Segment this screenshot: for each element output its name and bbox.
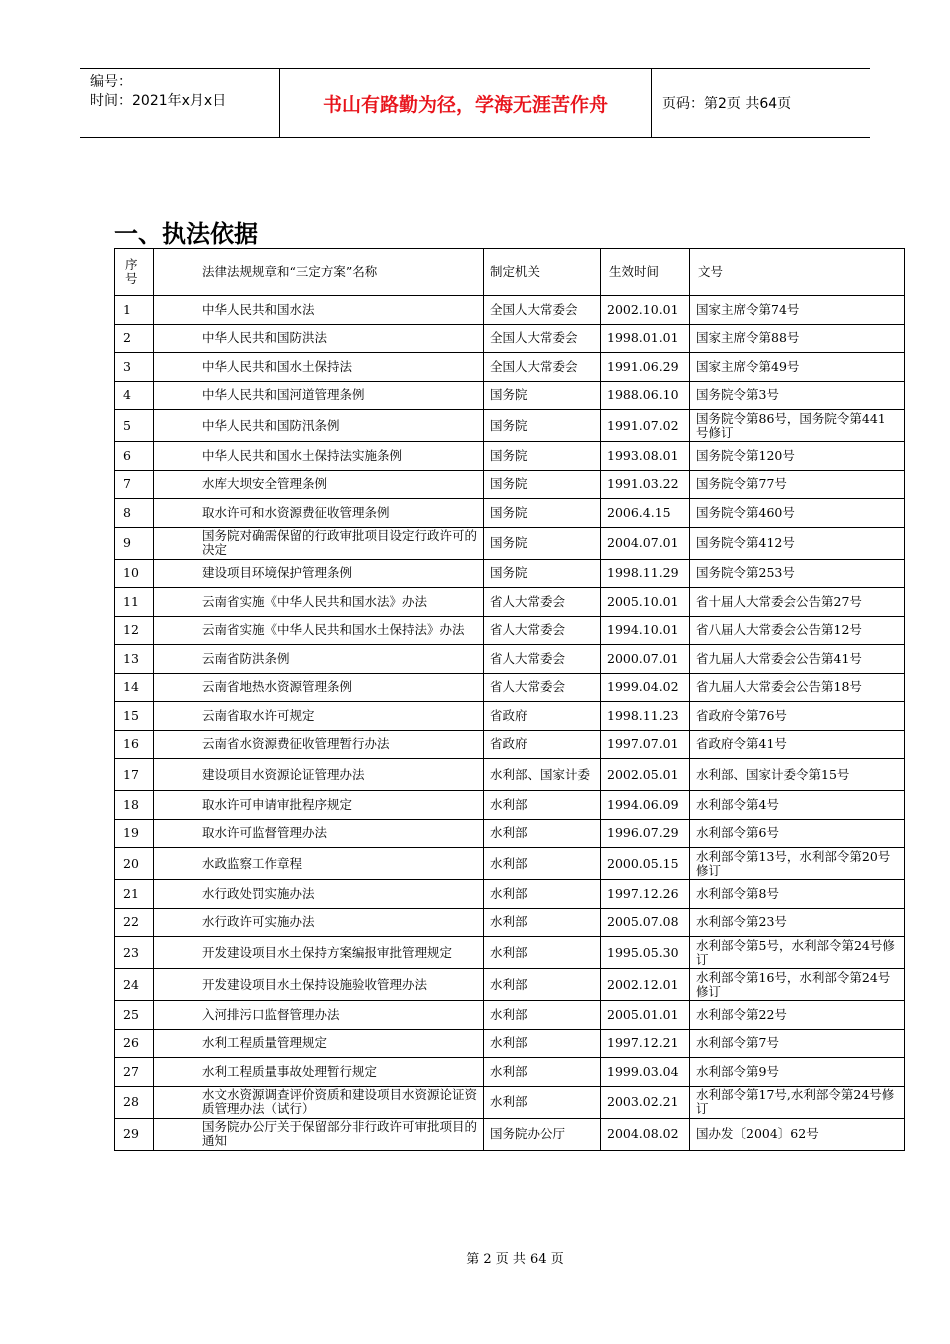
row-document-no: 国务院令第253号 [690,559,905,588]
row-name: 云南省实施《中华人民共和国水法》办法 [154,588,484,617]
row-authority: 省人大常委会 [484,588,601,617]
row-name: 水文水资源调查评价资质和建设项目水资源论证资质管理办法（试行） [154,1086,484,1118]
row-document-no: 国务院令第412号 [690,527,905,559]
header-cell-document-no: 文号 [690,249,905,296]
row-effective-date: 1997.12.26 [601,880,690,909]
row-index: 20 [115,848,154,880]
header-cell-authority: 制定机关 [484,249,601,296]
row-document-no: 省九届人大常委会公告第41号 [690,645,905,674]
row-index: 16 [115,730,154,759]
table-row [115,730,905,759]
row-name: 云南省防洪条例 [154,645,484,674]
row-document-no: 水利部令第16号，水利部令第24号修订 [690,969,905,1001]
table-header-row [115,249,905,296]
table-row [115,1058,905,1087]
table-row [115,791,905,820]
row-index: 29 [115,1118,154,1150]
row-document-no: 国务院令第77号 [690,470,905,499]
row-index: 23 [115,937,154,969]
row-index: 4 [115,381,154,410]
row-name: 开发建设项目水土保持方案编报审批管理规定 [154,937,484,969]
table-row [115,1118,905,1150]
table-row [115,880,905,909]
row-index: 14 [115,673,154,702]
row-authority: 国务院 [484,559,601,588]
document-time-label: 时间：2021年x月x日 [90,93,227,109]
row-index: 13 [115,645,154,674]
row-document-no: 国家主席令第74号 [690,296,905,325]
table-row [115,527,905,559]
row-name: 入河排污口监督管理办法 [154,1001,484,1030]
row-effective-date: 1998.11.23 [601,702,690,731]
row-effective-date: 1998.11.29 [601,559,690,588]
row-name: 云南省取水许可规定 [154,702,484,731]
row-authority: 国务院 [484,470,601,499]
row-index: 25 [115,1001,154,1030]
row-document-no: 水利部令第4号 [690,791,905,820]
row-effective-date: 2005.10.01 [601,588,690,617]
row-name: 国务院对确需保留的行政审批项目设定行政许可的决定 [154,527,484,559]
row-document-no: 省八届人大常委会公告第12号 [690,616,905,645]
header-cell-effective-date: 生效时间 [601,249,690,296]
row-effective-date: 1988.06.10 [601,381,690,410]
row-document-no: 水利部令第5号，水利部令第24号修订 [690,937,905,969]
row-document-no: 省九届人大常委会公告第18号 [690,673,905,702]
row-effective-date: 1995.05.30 [601,937,690,969]
table-row [115,1001,905,1030]
row-authority: 水利部 [484,819,601,848]
row-document-no: 国务院令第3号 [690,381,905,410]
row-effective-date: 2006.4.15 [601,499,690,528]
row-document-no: 水利部令第23号 [690,908,905,937]
table-row [115,616,905,645]
row-index: 15 [115,702,154,731]
row-index: 19 [115,819,154,848]
section-title: 一、执法依据 [114,220,258,248]
row-name: 中华人民共和国防洪法 [154,324,484,353]
row-index: 11 [115,588,154,617]
row-index: 1 [115,296,154,325]
row-name: 中华人民共和国防汛条例 [154,410,484,442]
row-authority: 水利部 [484,1001,601,1030]
row-index: 3 [115,353,154,382]
row-effective-date: 2004.07.01 [601,527,690,559]
row-effective-date: 1997.07.01 [601,730,690,759]
row-document-no: 水利部令第22号 [690,1001,905,1030]
table-row [115,381,905,410]
row-index: 17 [115,759,154,791]
table-row [115,324,905,353]
row-document-no: 国务院令第460号 [690,499,905,528]
row-effective-date: 1999.03.04 [601,1058,690,1087]
row-document-no: 国家主席令第88号 [690,324,905,353]
row-index: 24 [115,969,154,1001]
row-authority: 省政府 [484,702,601,731]
row-authority: 国务院办公厅 [484,1118,601,1150]
table-row [115,296,905,325]
header-meta [80,69,280,137]
row-index: 8 [115,499,154,528]
row-name: 取水许可监督管理办法 [154,819,484,848]
row-authority: 全国人大常委会 [484,324,601,353]
row-authority: 水利部 [484,880,601,909]
table-row [115,819,905,848]
row-authority: 水利部 [484,791,601,820]
header-motto: 书山有路勤为径，学海无涯苦作舟 [280,69,652,137]
enforcement-basis-table [114,248,905,1151]
row-effective-date: 1994.10.01 [601,616,690,645]
row-document-no: 国务院令第86号，国务院令第441号修订 [690,410,905,442]
row-name: 水行政处罚实施办法 [154,880,484,909]
row-authority: 水利部 [484,908,601,937]
row-authority: 水利部 [484,1086,601,1118]
row-authority: 水利部 [484,937,601,969]
table-row [115,1029,905,1058]
row-document-no: 国务院令第120号 [690,442,905,471]
table-row [115,759,905,791]
row-effective-date: 1996.07.29 [601,819,690,848]
row-name: 中华人民共和国水土保持法实施条例 [154,442,484,471]
table-row [115,702,905,731]
row-name: 水库大坝安全管理条例 [154,470,484,499]
table-row [115,673,905,702]
row-effective-date: 2005.07.08 [601,908,690,937]
row-effective-date: 2005.01.01 [601,1001,690,1030]
table-row [115,559,905,588]
row-authority: 水利部、国家计委 [484,759,601,791]
row-authority: 国务院 [484,410,601,442]
row-document-no: 省政府令第76号 [690,702,905,731]
row-name: 云南省水资源费征收管理暂行办法 [154,730,484,759]
row-index: 9 [115,527,154,559]
row-name: 中华人民共和国水土保持法 [154,353,484,382]
row-name: 水利工程质量事故处理暂行规定 [154,1058,484,1087]
row-document-no: 水利部令第17号,水利部令第24号修订 [690,1086,905,1118]
row-index: 27 [115,1058,154,1087]
row-authority: 省人大常委会 [484,645,601,674]
header-cell-index: 序号 [115,249,154,296]
table-row [115,1086,905,1118]
row-authority: 全国人大常委会 [484,353,601,382]
row-index: 28 [115,1086,154,1118]
row-document-no: 省十届人大常委会公告第27号 [690,588,905,617]
row-index: 22 [115,908,154,937]
row-name: 水政监察工作章程 [154,848,484,880]
header-page-info: 页码：第2页 共64页 [662,96,792,112]
row-effective-date: 1999.04.02 [601,673,690,702]
table-row [115,908,905,937]
header-cell-name: 法律法规规章和“三定方案”名称 [154,249,484,296]
table-row [115,470,905,499]
row-effective-date: 1993.08.01 [601,442,690,471]
row-authority: 省政府 [484,730,601,759]
row-authority: 水利部 [484,1029,601,1058]
document-header [80,68,870,138]
row-authority: 国务院 [484,527,601,559]
row-name: 云南省地热水资源管理条例 [154,673,484,702]
row-index: 2 [115,324,154,353]
row-name: 国务院办公厅关于保留部分非行政许可审批项目的通知 [154,1118,484,1150]
row-index: 5 [115,410,154,442]
row-effective-date: 2003.02.21 [601,1086,690,1118]
row-effective-date: 1998.01.01 [601,324,690,353]
row-name: 水行政许可实施办法 [154,908,484,937]
row-effective-date: 1997.12.21 [601,1029,690,1058]
row-name: 水利工程质量管理规定 [154,1029,484,1058]
table-row [115,969,905,1001]
row-document-no: 国办发〔2004〕62号 [690,1118,905,1150]
table-row [115,353,905,382]
table-row [115,588,905,617]
row-authority: 全国人大常委会 [484,296,601,325]
row-document-no: 水利部令第13号，水利部令第20号修订 [690,848,905,880]
row-index: 21 [115,880,154,909]
row-authority: 水利部 [484,969,601,1001]
row-effective-date: 2002.05.01 [601,759,690,791]
row-effective-date: 1991.03.22 [601,470,690,499]
row-effective-date: 2002.12.01 [601,969,690,1001]
row-name: 取水许可和水资源费征收管理条例 [154,499,484,528]
row-document-no: 水利部、国家计委令第15号 [690,759,905,791]
row-authority: 国务院 [484,381,601,410]
table-row [115,937,905,969]
row-index: 7 [115,470,154,499]
row-authority: 省人大常委会 [484,616,601,645]
row-effective-date: 2000.07.01 [601,645,690,674]
table-row [115,442,905,471]
row-authority: 省人大常委会 [484,673,601,702]
row-authority: 水利部 [484,848,601,880]
row-document-no: 水利部令第8号 [690,880,905,909]
page-footer: 第 2 页 共 64 页 [466,1252,564,1267]
row-index: 6 [115,442,154,471]
row-index: 26 [115,1029,154,1058]
row-authority: 水利部 [484,1058,601,1087]
table-row [115,645,905,674]
row-name: 建设项目环境保护管理条例 [154,559,484,588]
row-authority: 国务院 [484,499,601,528]
row-index: 18 [115,791,154,820]
row-name: 云南省实施《中华人民共和国水土保持法》办法 [154,616,484,645]
row-document-no: 水利部令第9号 [690,1058,905,1087]
document-number-label: 编号： [90,74,132,90]
row-effective-date: 2004.08.02 [601,1118,690,1150]
row-name: 建设项目水资源论证管理办法 [154,759,484,791]
row-index: 10 [115,559,154,588]
row-document-no: 国家主席令第49号 [690,353,905,382]
row-document-no: 省政府令第41号 [690,730,905,759]
row-authority: 国务院 [484,442,601,471]
row-name: 开发建设项目水土保持设施验收管理办法 [154,969,484,1001]
table-row [115,410,905,442]
row-name: 取水许可申请审批程序规定 [154,791,484,820]
row-effective-date: 2002.10.01 [601,296,690,325]
row-effective-date: 2000.05.15 [601,848,690,880]
row-name: 中华人民共和国河道管理条例 [154,381,484,410]
row-document-no: 水利部令第7号 [690,1029,905,1058]
row-effective-date: 1994.06.09 [601,791,690,820]
table-row [115,848,905,880]
table-row [115,499,905,528]
row-name: 中华人民共和国水法 [154,296,484,325]
row-effective-date: 1991.07.02 [601,410,690,442]
row-index: 12 [115,616,154,645]
row-document-no: 水利部令第6号 [690,819,905,848]
row-effective-date: 1991.06.29 [601,353,690,382]
